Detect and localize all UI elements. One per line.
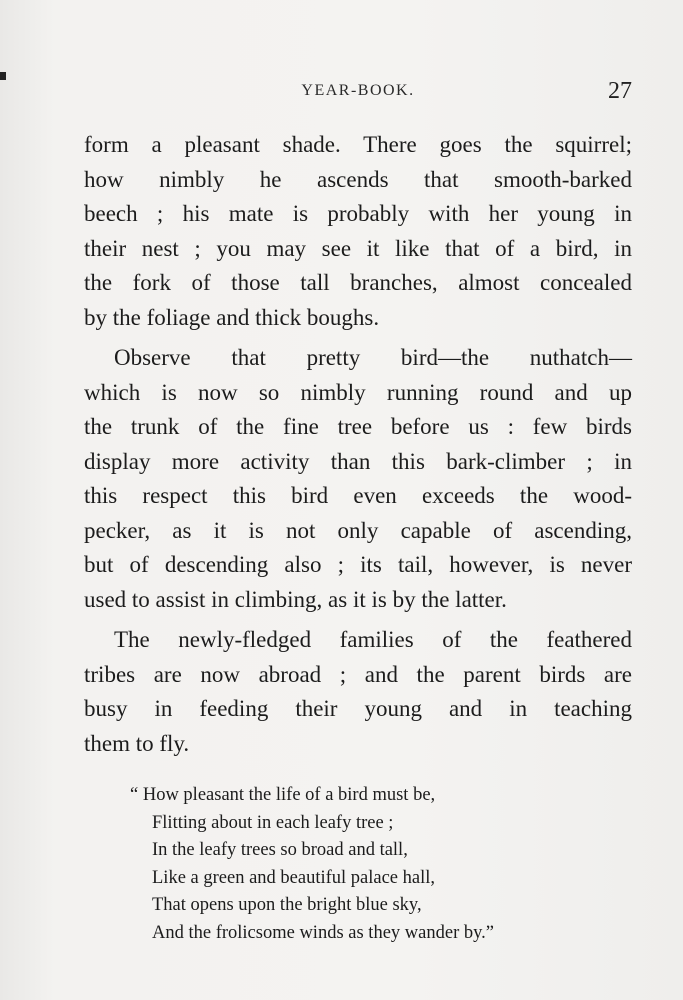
poem-line: Like a green and beautiful palace hall,	[152, 867, 436, 888]
poem-line: That opens upon the bright blue sky,	[152, 895, 422, 916]
text-line: beech ; his mate is probably with her young in	[84, 201, 632, 226]
poem-line: In the leafy trees so broad and tall,	[152, 840, 408, 861]
text-line: display more activity than this bark-climber ; in	[84, 448, 632, 474]
body-text	[84, 128, 632, 761]
text-line: but of descending also ; its tail, however, is never	[84, 552, 632, 577]
text-line: which is now so nimbly running round and up	[84, 379, 632, 405]
text-line: used to assist in climbing, as it is by the latter.	[84, 586, 507, 612]
text-line: how nimbly he ascends that smooth-barked	[84, 166, 632, 192]
page-number: 27	[608, 78, 632, 104]
text-line: their nest ; you may see it like that of a bird, in	[84, 235, 632, 261]
running-head: YEAR-BOOK.	[301, 82, 415, 99]
text-line: by the foliage and thick boughs.	[84, 304, 380, 330]
text-line: the trunk of the fine tree before us : few birds	[84, 414, 632, 439]
text-line: form a pleasant shade. There goes the squirrel;	[84, 132, 632, 157]
poem-quotation	[130, 782, 630, 948]
poem-line: “ How pleasant the life of a bird must be,	[130, 785, 436, 805]
paragraph-3	[84, 623, 632, 761]
paragraph-1	[84, 128, 632, 335]
poem-line: Flitting about in each leafy tree ;	[152, 812, 394, 833]
text-line: Observe that pretty bird—the nuthatch—	[114, 345, 632, 370]
page-edge-mark	[0, 72, 6, 80]
text-line: pecker, as it is not only capable of ascending,	[84, 517, 632, 543]
text-line: The newly-fledged families of the feathered	[114, 627, 632, 652]
poem-line: And the frolicsome winds as they wander by.”	[152, 922, 494, 943]
text-line: them to fly.	[84, 730, 190, 756]
text-line: this respect this bird even exceeds the wood-	[84, 483, 632, 508]
text-line: tribes are now abroad ; and the parent birds are	[84, 661, 632, 687]
paragraph-2	[84, 341, 632, 617]
text-line: busy in feeding their young and in teaching	[84, 696, 632, 721]
page-header	[84, 78, 632, 106]
text-line: the fork of those tall branches, almost concealed	[84, 270, 632, 295]
